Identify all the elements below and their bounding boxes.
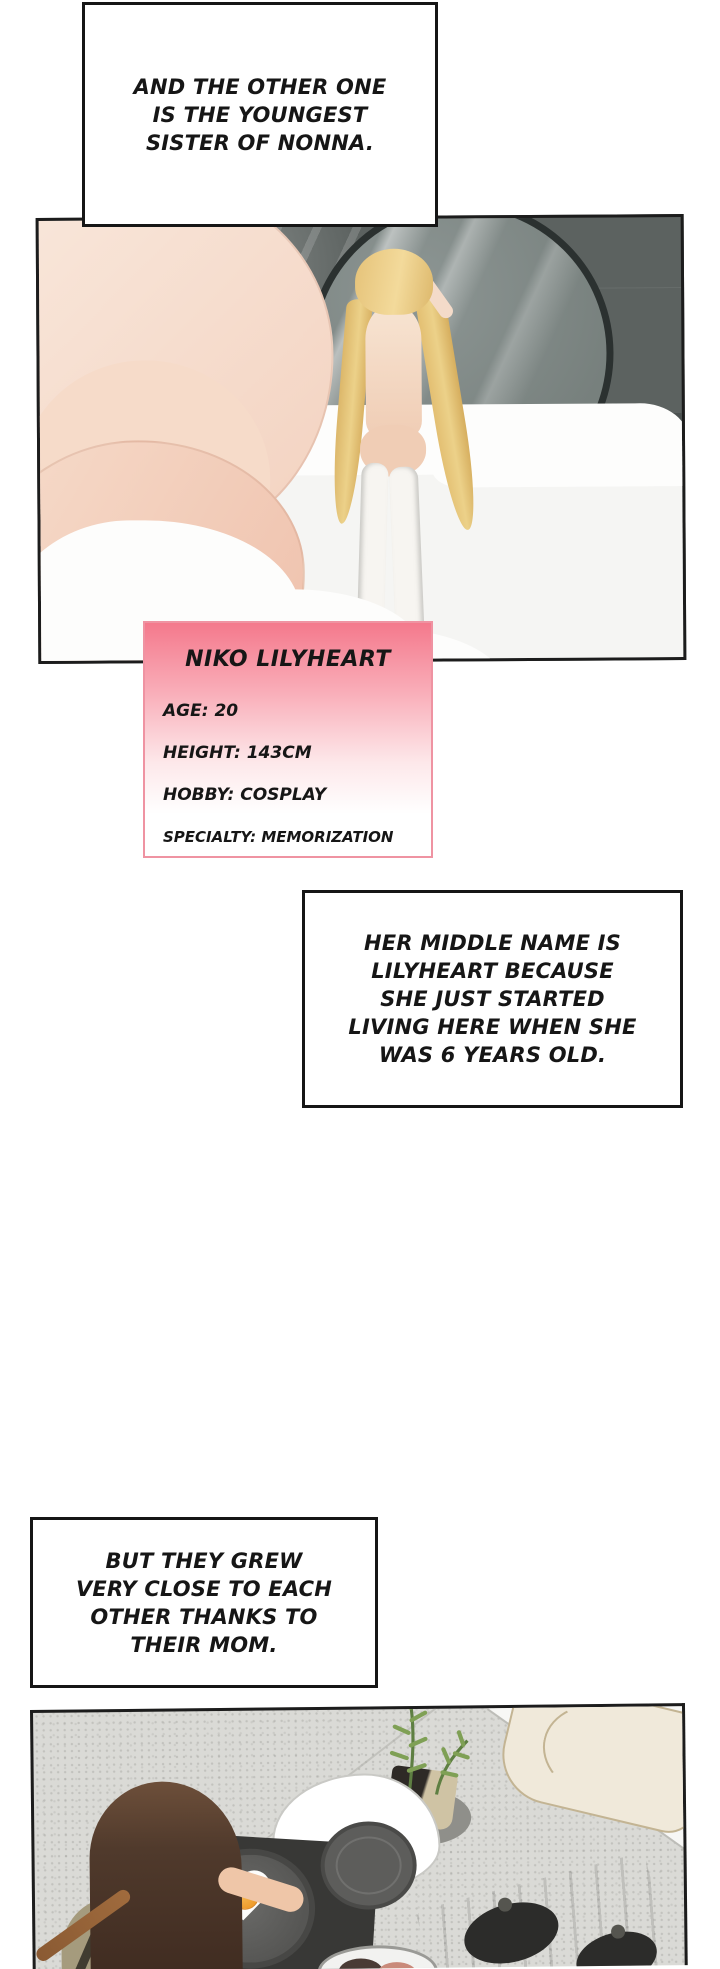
bubble-line: WAS 6 YEARS OLD. — [378, 1043, 607, 1067]
speech-bubble-1 — [82, 2, 438, 227]
card-field-height: HEIGHT: 143CM — [163, 743, 312, 763]
bubble-line: IS THE YOUNGEST — [152, 102, 368, 127]
card-field-specialty: SPECIALTY: MEMORIZATION — [163, 828, 394, 846]
food-item-dark — [339, 1958, 383, 1969]
girl-back — [365, 305, 422, 437]
bubble-line: BUT THEY GREW — [105, 1548, 303, 1573]
chair — [492, 1703, 688, 1839]
bubble-line: AND THE OTHER ONE — [133, 74, 387, 99]
bubble-line: THEIR MOM. — [130, 1632, 278, 1657]
bubble-line: VERY CLOSE TO EACH — [75, 1576, 333, 1601]
bubble-line: SISTER OF NONNA. — [145, 130, 375, 155]
card-fields — [145, 690, 431, 858]
food-item-meat — [377, 1962, 417, 1969]
character-card — [143, 621, 433, 858]
bubble-line: LIVING HERE WHEN SHE — [348, 1015, 637, 1039]
bubble-line: SHE JUST STARTED — [380, 987, 605, 1011]
bathroom-panel — [36, 214, 687, 664]
bubble-line: OTHER THANKS TO — [90, 1604, 318, 1629]
speech-bubble-2 — [302, 890, 683, 1108]
chair-contour — [533, 1703, 676, 1814]
side-plate — [320, 1821, 417, 1910]
girl-blonde-head — [355, 249, 433, 315]
speech-bubble-3 — [30, 1517, 378, 1688]
bubble-line: LILYHEART BECAUSE — [371, 959, 614, 983]
card-title: NIKO LILYHEART — [185, 647, 391, 672]
card-field-hobby: HOBBY: COSPLAY — [163, 785, 327, 805]
kitchen-panel — [30, 1703, 688, 1969]
card-field-age: AGE: 20 — [163, 701, 239, 721]
bubble-line: HER MIDDLE NAME IS — [364, 931, 621, 955]
